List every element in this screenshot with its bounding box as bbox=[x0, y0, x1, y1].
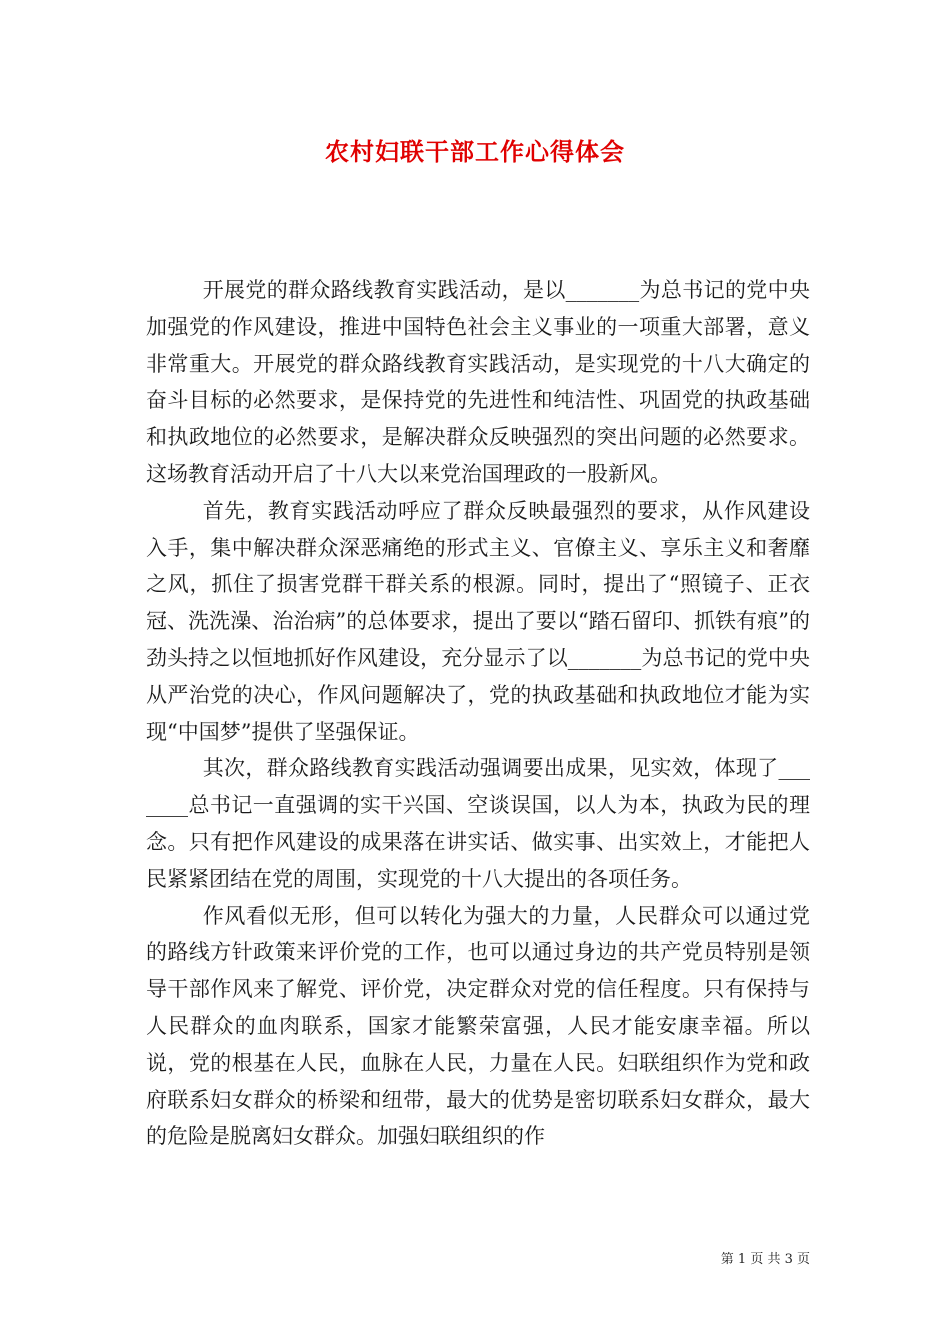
page-number bbox=[721, 1248, 810, 1267]
paragraph-4: 作风看似无形，但可以转化为强大的力量，人民群众可以通过党的路线方针政策来评价党的工作，也可以通过身边的共产党员特别是领导干部作风来了解党、评价党，决定群众对党的信任程度。只有保持与人民群众的血肉联系，国家才能繁荣富强，人民才能安康幸福。所以说，党的根基在人民，血脉在人民，力量在人民。妇联组织作为党和政府联系妇女群众的桥梁和纽带，最大的优势是密切联系妇女群众，最大的危险是脱离妇女群众。加强妇联组织的作 bbox=[146, 903, 810, 1149]
document-body bbox=[146, 272, 810, 1155]
document-title: 农村妇联干部工作心得体会 bbox=[325, 137, 625, 166]
page-number-label: 第 1 页 共 3 页 bbox=[720, 1252, 810, 1267]
paragraph-2: 首先，教育实践活动呼应了群众反映最强烈的要求，从作风建设入手，集中解决群众深恶痛绝的形式主义、官僚主义、享乐主义和奢靡之风，抓住了损害党群干群关系的根源。同时，提出了“照镜子、正衣冠、洗洗澡、治治病”的总体要求，提出了要以“踏石留印、抓铁有痕”的劲头持之以恒地抓好作风建设，充分显示了以_______为总书记的党中央从严治党的决心，作风问题解决了，党的执政基础和执政地位才能为实现“中国梦”提供了坚强保证。 bbox=[146, 498, 810, 744]
paragraph-3: 其次，群众路线教育实践活动强调要出成果，见实效，体现了_______总书记一直强调的实干兴国、空谈误国，以人为本，执政为民的理念。只有把作风建设的成果落在讲实话、做实事、出实效上，才能把人民紧紧团结在党的周围，实现党的十八大提出的各项任务。 bbox=[146, 756, 810, 891]
paragraph-1: 开展党的群众路线教育实践活动，是以_______为总书记的党中央加强党的作风建设，推进中国特色社会主义事业的一项重大部署，意义非常重大。开展党的群众路线教育实践活动，是实现党的十八大确定的奋斗目标的必然要求，是保持党的先进性和纯洁性、巩固党的执政基础和执政地位的必然要求，是解决群众反映强烈的突出问题的必然要求。这场教育活动开启了十八大以来党治国理政的一股新风。 bbox=[146, 278, 810, 486]
